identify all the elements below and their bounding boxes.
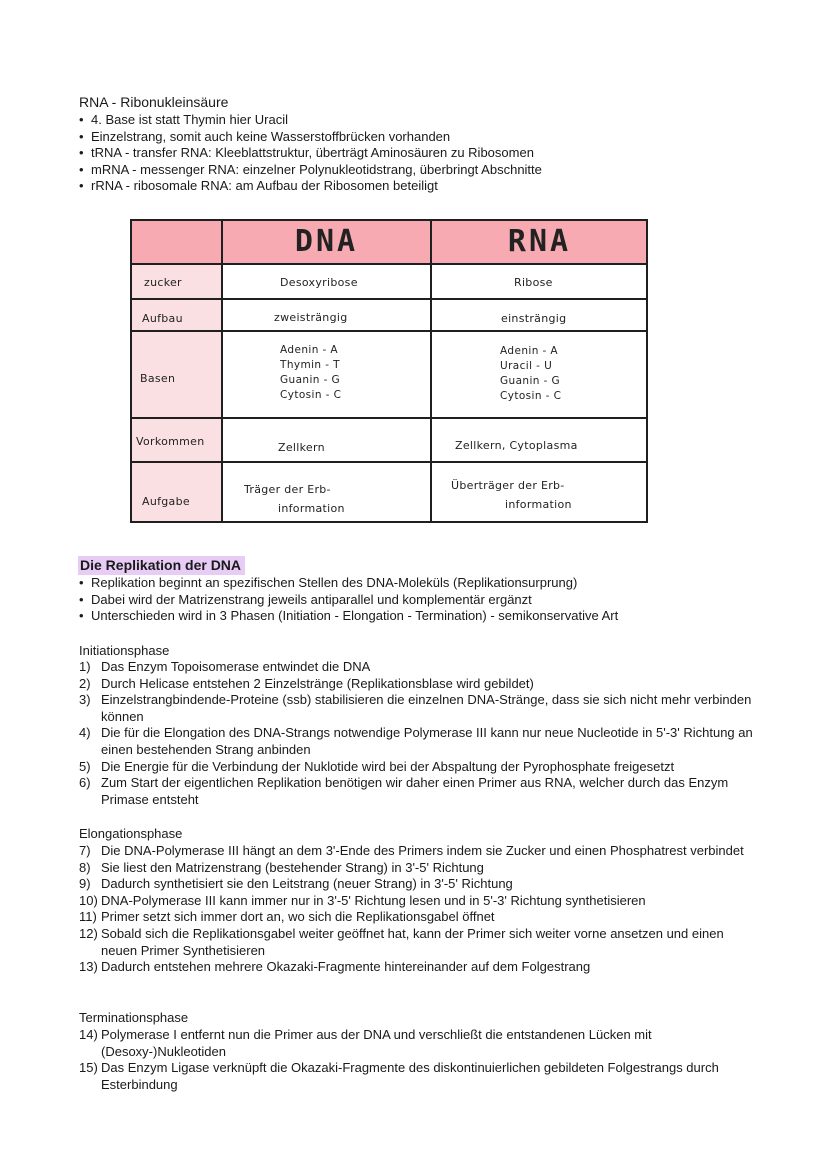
list-item [79,1060,759,1093]
step-number: 12) [79,925,98,941]
list-item [79,893,759,910]
list-item [79,775,759,808]
rna-base-item: Guanin - G [500,375,561,387]
dna-base-item: Thymin - T [280,359,340,371]
step-number: 6) [79,775,91,791]
step-text: Dadurch synthetisiert sie den Leitstrang (neuer Strang) in 3'-5' Richtung [101,876,513,892]
row-label-vorkommen: Vorkommen [136,435,205,448]
list-item [79,725,759,758]
rna-location: Zellkern, Cytoplasma [455,439,578,452]
list-item [79,692,759,725]
elongation-steps [79,843,759,976]
step-text: Die Energie für die Verbindung der Nuklotide wird bei der Abspaltung der Pyrophosphate freigesetzt [101,758,675,774]
row-label-basen: Basen [140,372,176,385]
step-text: Die DNA-Polymerase III hängt an dem 3'-Ende des Primers indem sie Zucker und einen Phosphatrest verbindet [101,843,744,858]
list-item: • mRNA - messenger RNA: einzelner Polynukleotidstrang, überbringt Abschnitte [79,162,542,179]
step-number: 10) [79,892,98,908]
initiation-steps [79,659,759,808]
termination-steps [79,1027,759,1093]
rna-sugar: Ribose [514,276,553,289]
list-item [79,843,759,860]
step-text: Die für die Elongation des DNA-Strangs notwendige Polymerase III kann nur neue Nucleotide in 5'-3' Richtung an einen bestehenden Strang anbinden [101,725,753,757]
rna-function-line: information [505,498,572,511]
row-label-zucker: zucker [144,276,182,289]
dna-sugar: Desoxyribose [280,276,358,289]
step-number: 3) [79,692,91,708]
replication-heading: Die Replikation der DNA [78,556,245,575]
list-item [79,909,759,926]
step-number: 7) [79,843,91,858]
table-grid-lines [130,219,648,523]
row-label-aufbau: Aufbau [142,312,183,325]
replication-bullet-list [79,575,618,625]
phase-title-elongation: Elongationsphase [79,826,183,841]
step-number: 13) [79,959,98,975]
list-item: • rRNA - ribosomale RNA: am Aufbau der Ribosomen beteiligt [79,178,542,195]
step-text: Polymerase I entfernt nun die Primer aus der DNA und verschließt die entstandenen Lücken mit (Desoxy-)Nukleotiden [101,1027,652,1059]
list-item [79,1027,759,1060]
list-item [79,759,759,776]
step-number: 1) [79,659,91,674]
rna-base-item: Uracil - U [500,360,553,372]
dna-base-item: Guanin - G [280,374,341,386]
column-header-rna: RNA [431,219,648,264]
step-number: 8) [79,859,91,875]
dna-rna-comparison-table [130,219,648,523]
rna-function-line: Überträger der Erb- [451,479,565,492]
step-text: Sie liest den Matrizenstrang (bestehender Strang) in 3'-5' Richtung [101,859,484,875]
step-number: 11) [79,909,97,925]
step-number: 9) [79,876,91,892]
step-number: 14) [79,1027,98,1042]
dna-function-line: Träger der Erb- [244,483,331,496]
step-text: Dadurch entstehen mehrere Okazaki-Fragmente hintereinander auf dem Folgestrang [101,959,591,975]
list-item [79,659,759,676]
list-item: • Unterschieden wird in 3 Phasen (Initiation - Elongation - Termination) - semikonservative Art [79,608,618,625]
list-item: • tRNA - transfer RNA: Kleeblattstruktur, überträgt Aminosäuren zu Ribosomen [79,145,542,162]
dna-base-item: Adenin - A [280,344,338,356]
list-item [79,860,759,877]
rna-bullet-list [79,112,542,195]
rna-base-item: Cytosin - C [500,390,562,402]
list-item [79,676,759,693]
step-number: 2) [79,675,91,691]
phase-title-termination: Terminationsphase [79,1010,189,1025]
list-item [79,959,759,976]
step-text: Zum Start der eigentlichen Replikation benötigen wir daher einen Primer aus RNA, welcher durch das Enzym Primase entsteht [101,775,729,807]
dna-base-item: Cytosin - C [280,389,342,401]
list-item: • Dabei wird der Matrizenstrang jeweils antiparallel und komplementär ergänzt [79,592,618,609]
list-item: • Replikation beginnt an spezifischen Stellen des DNA-Moleküls (Replikationsurprung) [79,575,618,592]
phase-title-initiation: Initiationsphase [79,643,170,658]
dna-structure: zweisträngig [274,311,348,324]
rna-structure: einsträngig [501,312,567,325]
step-number: 15) [79,1060,98,1076]
step-text: Sobald sich die Replikationsgabel weiter geöffnet hat, kann der Primer sich weiter vorne ansetzen und einen neuen Primer Synthetisieren [101,925,724,958]
rna-base-item: Adenin - A [500,345,558,357]
step-text: Durch Helicase entstehen 2 Einzelstränge (Replikationsblase wird gebildet) [101,675,534,691]
step-text: DNA-Polymerase III kann immer nur in 3'-5' Richtung lesen und in 5'-3' Richtung synthetisieren [101,892,646,908]
list-item [79,876,759,893]
dna-function-line: information [278,502,345,515]
step-text: Primer setzt sich immer dort an, wo sich die Replikationsgabel öffnet [101,909,495,925]
rna-heading: RNA - Ribonukleinsäure [79,94,229,110]
list-item [79,926,759,959]
step-number: 5) [79,758,91,774]
step-text: Das Enzym Ligase verknüpft die Okazaki-Fragmente des diskontinuierlichen gebildeten Folgestrangs durch Esterbindung [101,1060,719,1092]
column-header-dna: DNA [222,219,431,264]
step-text: Das Enzym Topoisomerase entwindet die DNA [101,659,371,674]
list-item: • Einzelstrang, somit auch keine Wasserstoffbrücken vorhanden [79,129,542,146]
list-item: • 4. Base ist statt Thymin hier Uracil [79,112,542,129]
step-number: 4) [79,725,91,741]
step-text: Einzelstrangbindende-Proteine (ssb) stabilisieren die einzelnen DNA-Stränge, dass sie sich nicht mehr verbinden können [101,692,752,724]
dna-location: Zellkern [278,441,325,454]
row-label-aufgabe: Aufgabe [142,495,190,508]
